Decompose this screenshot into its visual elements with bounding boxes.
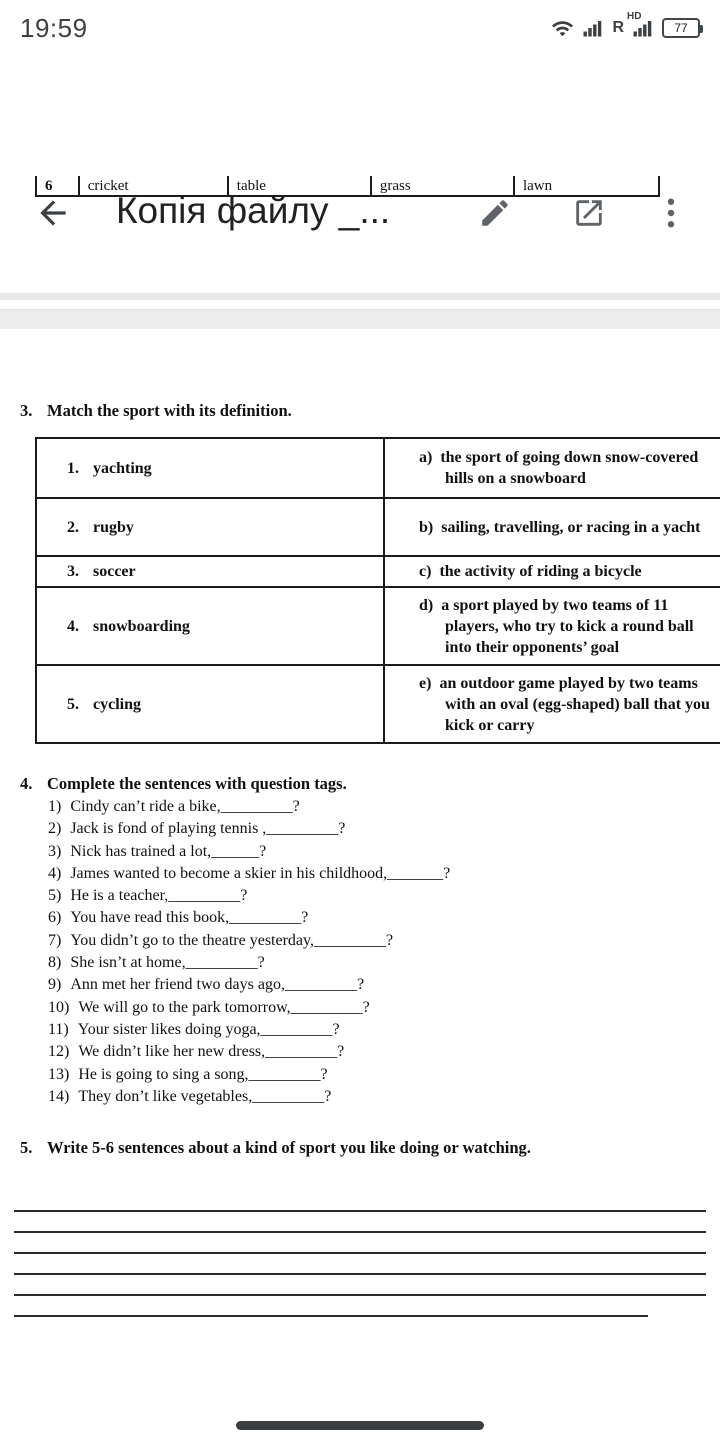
question-text: Your sister likes doing yoga,_________? [77,1020,340,1038]
table-cell: table [229,176,372,195]
definition-text: an outdoor game played by two teams with an oval (egg-shaped) ball that you kick or carry [439,674,710,734]
definition-text: the sport of going down snow-covered hills on a snowboard [440,449,699,487]
question-text: We didn’t like her new dress,_________? [78,1043,345,1061]
sport-number: 3. [67,563,79,580]
sport-number: 4. [67,617,79,635]
question-text: Cindy can’t ride a bike,_________? [70,798,300,815]
question-text: She isn’t at home,_________? [70,954,265,972]
sport-name: cycling [93,695,141,713]
question-item [48,841,712,863]
sport-name: rugby [93,518,134,536]
question-number: 2) [48,820,62,838]
question-item [48,952,712,974]
section-title: Match the sport with its definition. [47,401,292,420]
question-number: 1) [48,798,62,815]
section-number: 3. [20,401,33,420]
question-text: He is a teacher,_________? [70,887,248,905]
question-text: They don’t like vegetables,_________? [78,1087,332,1105]
table-cell: grass [372,176,515,195]
question-number: 11) [48,1020,69,1038]
sport-cell [36,438,384,498]
writing-line [14,1212,706,1233]
question-item [48,885,712,907]
question-item [48,1041,712,1063]
question-item [48,1064,712,1086]
page-separator [0,293,720,300]
question-text: You have read this book,_________? [70,909,309,927]
partial-table-row [35,176,660,197]
section4-heading [20,774,347,794]
question-item [48,863,712,885]
question-text: James wanted to become a skier in his childhood,_______? [70,864,451,882]
clock: 19:59 [20,12,88,43]
question-item [48,818,712,840]
writing-line [14,1296,648,1317]
question-text: Jack is fond of playing tennis ,_________? [70,820,346,838]
match-row [36,556,720,587]
question-item [48,1086,712,1108]
sport-number: 2. [67,518,79,536]
match-row [36,665,720,743]
question-number: 8) [48,954,62,972]
question-number: 3) [48,842,62,860]
definition-cell [384,556,720,587]
question-item [48,997,712,1019]
definition-cell [384,665,720,743]
home-indicator[interactable] [236,1421,484,1430]
question-list [48,796,712,1108]
section3-heading [20,401,292,421]
section-title: Write 5-6 sentences about a kind of sport you like doing or watching. [47,1138,531,1157]
question-item [48,907,712,929]
section-number: 5. [20,1138,33,1157]
section-number: 4. [20,774,33,793]
question-number: 12) [48,1043,70,1061]
writing-lines [14,1191,706,1317]
writing-line [14,1254,706,1275]
writing-line [14,1233,706,1254]
definition-cell [384,498,720,556]
question-text: We will go to the park tomorrow,_________? [78,998,370,1016]
question-item [48,796,712,818]
document-title: Копія файлу _... [116,190,391,231]
definition-cell [384,438,720,498]
question-text: Ann met her friend two days ago,_________? [70,976,365,994]
question-number: 5) [48,887,62,905]
hd-indicator: HD [627,11,642,22]
definition-text: the activity of riding a bicycle [439,563,642,580]
match-row [36,587,720,665]
definition-letter: e) [419,674,432,692]
section-title: Complete the sentences with question tags. [47,774,347,793]
definition-letter: b) [419,518,434,536]
question-item [48,1019,712,1041]
match-row [36,438,720,498]
table-cell: cricket [80,176,229,195]
writing-line [14,1191,706,1212]
question-number: 6) [48,909,62,927]
question-number: 13) [48,1065,70,1083]
table-cell: 6 [37,176,80,195]
sport-cell [36,587,384,665]
sport-number: 5. [67,695,79,713]
definition-letter: c) [419,563,432,580]
definition-text: sailing, travelling, or racing in a yacht [441,518,701,536]
sport-name: yachting [93,459,152,477]
question-number: 14) [48,1087,70,1105]
match-table-body [36,438,720,743]
battery-percent: 77 [674,21,688,35]
question-item [48,974,712,996]
question-number: 9) [48,976,62,994]
section5-heading [20,1138,531,1158]
question-text: Nick has trained a lot,______? [70,842,267,860]
sport-name: soccer [93,563,136,580]
table-cell: lawn [522,178,553,194]
question-number: 10) [48,998,70,1016]
page-separator [0,309,720,329]
definition-letter: a) [419,449,433,466]
question-number: 7) [48,931,62,949]
question-number: 4) [48,864,62,882]
sport-cell [36,498,384,556]
question-text: You didn’t go to the theatre yesterday,_________? [70,931,394,949]
definition-letter: d) [419,596,434,614]
carrier-indicator: R [612,19,624,36]
definition-text: a sport played by two teams of 11 players, who try to kick a round ball into their opponents’ goal [441,596,694,656]
sport-name: snowboarding [93,617,190,635]
sport-cell [36,556,384,587]
question-item [48,930,712,952]
definition-cell [384,587,720,665]
writing-line [14,1275,706,1296]
match-row [36,498,720,556]
sport-number: 1. [67,459,79,477]
sport-cell [36,665,384,743]
question-text: He is going to sing a song,_________? [78,1065,328,1083]
match-table [35,437,720,744]
